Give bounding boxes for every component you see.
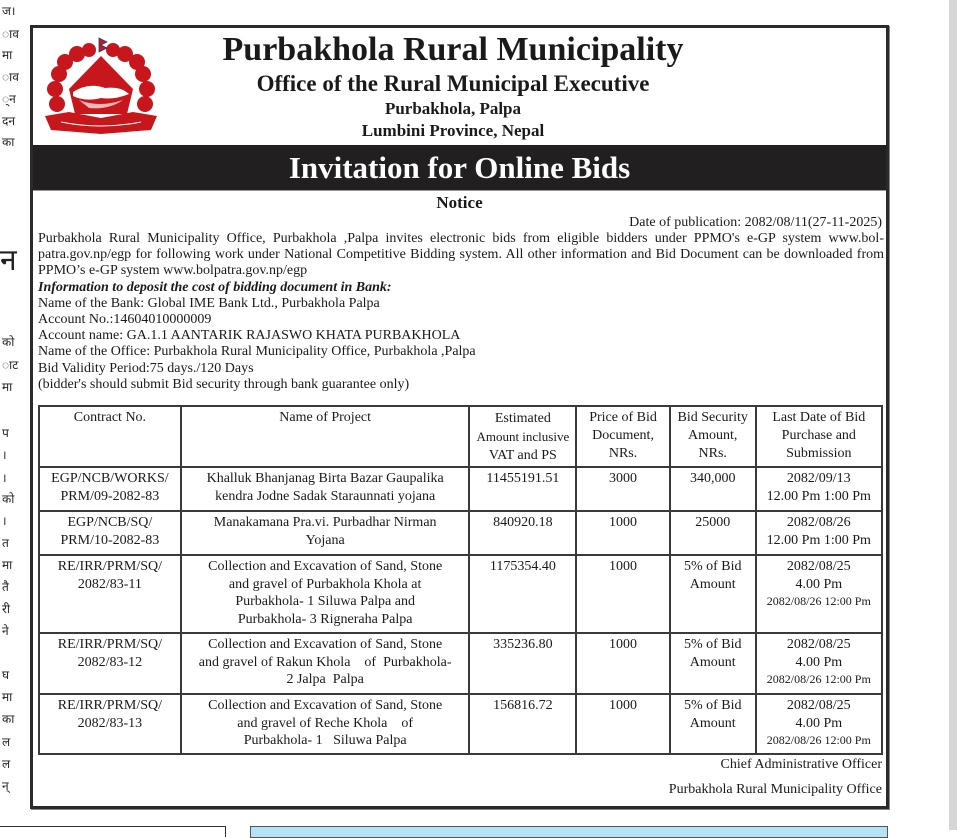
security-cell: 5% of Bid Amount [670,555,756,633]
security-note: (bidder's should submit Bid security through bank guarantee only) [38,376,410,392]
address-line-2: Lumbini Province, Nepal [361,121,545,140]
side-fragment: ाव [2,27,19,41]
table-row [39,633,882,694]
bank-info-heading: Information to deposit the cost of bidding document in Bank: [38,279,392,295]
publication-date: Date of publication: 2082/08/11(27-11-2025) [629,215,882,230]
scrollbar-track[interactable] [949,0,957,830]
header-project: Name of Project [181,406,470,467]
municipality-name: Purbakhola Rural Municipality [222,31,684,68]
signatory-office: Purbakhola Rural Municipality Office [668,782,882,797]
side-fragment: को [2,492,15,506]
address-line-1: Purbakhola, Palpa [384,99,522,118]
last-date-cell: 2082/08/26 12.00 Pm 1:00 Pm [756,511,882,555]
adjacent-ad-box [250,826,888,838]
last-date-cell: 2082/08/25 4.00 Pm 2082/08/26 12:00 Pm [756,633,882,694]
estimate-cell: 11455191.51 [469,467,576,511]
side-fragment: । [2,448,7,462]
side-fragment: । [2,471,7,485]
price-cell: 3000 [576,467,670,511]
side-fragment: त [2,536,9,550]
side-fragment: ्न [2,92,16,106]
side-fragment: घ [2,668,10,682]
table-row [39,511,882,555]
table-row [39,555,882,633]
header-last-date: Last Date of Bid Purchase and Submission [756,406,882,467]
estimate-cell: 156816.72 [469,694,576,754]
side-fragment: । [2,514,7,528]
side-fragment: मा [2,48,13,62]
notice-advertisement [30,25,889,809]
security-cell: 25000 [670,511,756,555]
project-cell: Khalluk Bhanjanag Birta Bazar Gaupalika kendra Jodne Sadak Staraunnati yojana [181,467,470,511]
bid-validity: Bid Validity Period:75 days./120 Days [38,360,254,376]
estimate-cell: 840920.18 [469,511,576,555]
security-cell: 5% of Bid Amount [670,633,756,694]
last-date-cell: 2082/08/25 4.00 Pm 2082/08/26 12:00 Pm [756,555,882,633]
notice-heading: Notice [436,193,483,212]
table-header-row [39,406,882,467]
contract-no-cell: RE/IRR/PRM/SQ/ 2082/83-13 [39,694,181,754]
side-fragment: प [2,426,9,440]
side-fragment: का [2,135,15,149]
bids-table [38,405,883,755]
side-fragment: ल [2,757,11,771]
side-fragment: ज। [2,4,16,18]
project-cell: Collection and Excavation of Sand, Stone and gravel of Purbakhola Khola at Purbakhola- 1 Siluwa Palpa and Purbakhola- 3 Rigneraha Palpa [181,555,470,633]
side-fragment: मा [2,558,13,572]
estimate-cell: 1175354.40 [469,555,576,633]
side-fragment: तै [2,580,9,594]
office-name: Name of the Office: Purbakhola Rural Municipality Office, Purbakhola ,Palpa [38,344,476,360]
contract-no-cell: RE/IRR/PRM/SQ/ 2082/83-11 [39,555,181,633]
price-cell: 1000 [576,555,670,633]
project-cell: Manakamana Pra.vi. Purbadhar Nirman Yojana [181,511,470,555]
contract-no-cell: EGP/NCB/WORKS/ PRM/09-2082-83 [39,467,181,511]
contract-no-cell: RE/IRR/PRM/SQ/ 2082/83-12 [39,633,181,694]
price-cell: 1000 [576,511,670,555]
header-estimate: Estimated Amount inclusive VAT and PS [469,406,576,467]
side-fragment: का [2,712,15,726]
table-row [39,694,882,754]
side-fragment: न् [2,779,9,793]
security-cell: 5% of Bid Amount [670,694,756,754]
side-heading-fragment: न [0,243,17,278]
project-cell: Collection and Excavation of Sand, Stone and gravel of Rakun Khola of Purbakhola- 2 Jalpa Palpa [181,633,470,694]
side-fragment: ल [2,735,11,749]
last-date-cell: 2082/08/25 4.00 Pm 2082/08/26 12:00 Pm [756,694,882,754]
side-fragment: मा [2,690,13,704]
notice-body [38,231,884,393]
side-fragment: मा [2,380,13,394]
bank-name: Name of the Bank: Global IME Bank Ltd., Purbakhola Palpa [38,295,380,311]
account-name: Account name: GA.1.1 AANTARIK RAJASWO KHATA PURBAKHOLA [38,328,461,344]
side-fragment: ाव [2,70,19,84]
price-cell: 1000 [576,694,670,754]
invitation-banner: Invitation for Online Bids [33,145,886,191]
header-security: Bid Security Amount, NRs. [670,406,756,467]
header-price: Price of Bid Document, NRs. [576,406,670,467]
table-row [39,467,882,511]
office-header [173,28,733,142]
side-fragment: ाट [2,358,19,372]
office-subtitle: Office of the Rural Municipal Executive [256,71,650,96]
estimate-cell: 335236.80 [469,633,576,694]
header-contract-no: Contract No. [39,406,181,467]
project-cell: Collection and Excavation of Sand, Stone and gravel of Reche Khola of Purbakhola- 1 Siluwa Palpa [181,694,470,754]
contract-no-cell: EGP/NCB/SQ/ PRM/10-2082-83 [39,511,181,555]
adjacent-article-box [0,826,226,837]
security-cell: 340,000 [670,467,756,511]
account-number: Account No.:14604010000009 [38,312,212,328]
signatory-title: Chief Administrative Officer [720,757,882,772]
side-fragment: दन [2,114,16,128]
intro-paragraph: Purbakhola Rural Municipality Office, Purbakhola ,Palpa invites electronic bids from eligible bidders under PPMO's e-GP system www.bol-patra.gov.np/egp for following work under National Competitive Bidding system. All other information and Bid Document can be downloaded from PPMO’s e-GP system www.bolpatra.gov.np/egp [38,231,884,279]
side-fragment: ने [2,624,9,638]
side-fragment: री [2,602,11,616]
price-cell: 1000 [576,633,670,694]
last-date-cell: 2082/09/13 12.00 Pm 1:00 Pm [756,467,882,511]
nepal-emblem-logo [39,34,163,138]
side-fragment: को [2,335,15,349]
